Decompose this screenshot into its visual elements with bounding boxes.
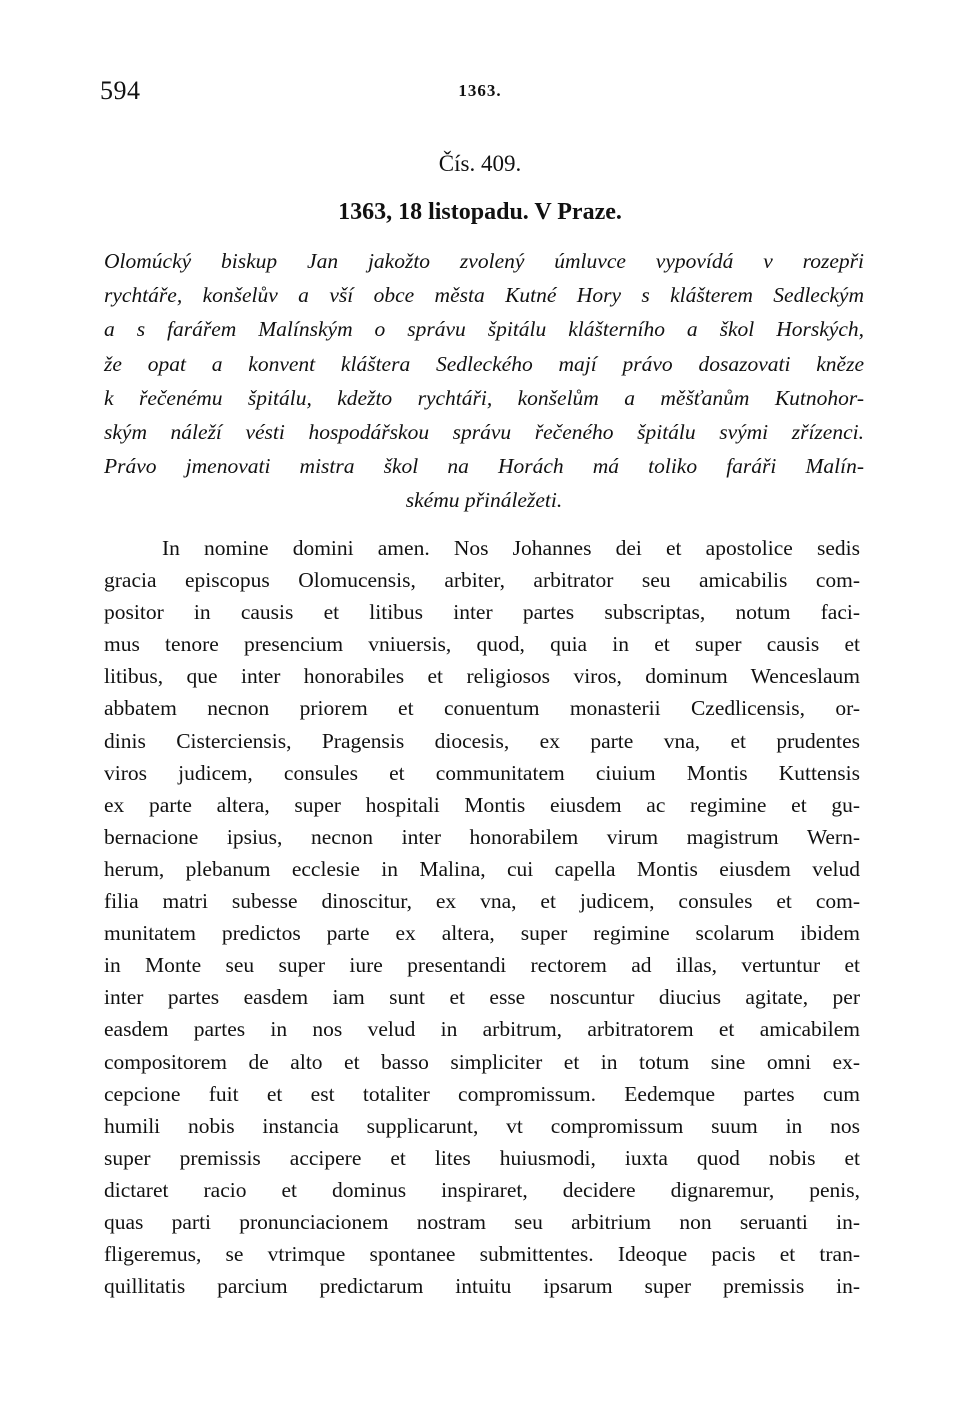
text-line: positor in causis et litibus inter partes subscriptas, notum faci- xyxy=(104,600,860,625)
text-line: easdem partes in nos velud in arbitrum, arbitratorem et amicabilem xyxy=(104,1017,860,1042)
running-head-year: 1363. xyxy=(458,81,502,100)
text-line: dinis Cisterciensis, Pragensis diocesis, ex parte vna, et prudentes xyxy=(104,728,860,753)
text-line: compositorem de alto et basso simpliciter et in totum sine omni ex- xyxy=(104,1049,860,1074)
text-line: inter partes easdem iam sunt et esse noscuntur diucius agitate, per xyxy=(104,985,860,1010)
text-line: dictaret racio et dominus inspiraret, decidere dignaremur, penis, xyxy=(104,1177,860,1202)
text-line: viros judicem, consules et communitatem ciuium Montis Kuttensis xyxy=(104,760,860,785)
text-line: herum, plebanum ecclesie in Malina, cui capella Montis eiusdem velud xyxy=(104,856,860,881)
page-number: 594 xyxy=(100,76,141,105)
text-line: litibus, que inter honorabiles et religiosos viros, dominum Wenceslaum xyxy=(104,664,860,689)
text-line: cepcione fuit et est totaliter compromissum. Eedemque partes cum xyxy=(104,1081,860,1106)
text-line: ex parte altera, super hospitali Montis eiusdem ac regimine et gu- xyxy=(104,792,860,817)
regest-line: Olomúcký biskup Jan jakožto zvolený úmluvce vypovídá v rozepři xyxy=(104,249,864,273)
text-line: quas parti pronunciacionem nostram seu arbitrium non seruanti in- xyxy=(104,1209,860,1234)
regest-line: a s farářem Malínským o správu špitálu klášterního a škol Horských, xyxy=(104,317,864,342)
text-line: abbatem necnon priorem et conuentum monasterii Czedlicensis, or- xyxy=(104,696,860,721)
regest-line: Právo jmenovati mistra škol na Horách má toliko faráři Malín- xyxy=(104,454,864,479)
text-line: munitatem predictos parte ex altera, super regimine scolarum ibidem xyxy=(104,921,860,946)
text-line: in Monte seu super iure presentandi rectorem ad illas, vertuntur et xyxy=(104,953,860,978)
text-line: fligeremus, se vtrimque spontanee submittentes. Ideoque pacis et tran- xyxy=(104,1242,860,1267)
regest-line: rychtáře, konšelův a vší obce města Kutné Hory s klášterem Sedleckým xyxy=(104,283,864,308)
czech-regest xyxy=(104,244,864,518)
regest-line: skému přináležeti. xyxy=(405,488,563,513)
text-line: filia matri subesse dinoscitur, ex vna, et judicem, consules et com- xyxy=(104,889,860,914)
text-line: gracia episcopus Olomucensis, arbiter, arbitrator seu amicabilis com- xyxy=(104,568,860,593)
document-number: Čís. 409. xyxy=(438,151,522,176)
latin-charter-text xyxy=(104,532,860,1302)
text-line: mus tenore presencium vniuersis, quod, quia in et super causis et xyxy=(104,632,860,657)
regest-line: že opat a konvent kláštera Sedleckého mají právo dosazovati kněze xyxy=(104,351,864,376)
text-line: humili nobis instancia supplicarunt, vt compromissum suum in nos xyxy=(104,1113,860,1138)
text-line: super premissis accipere et lites huiusmodi, iuxta quod nobis et xyxy=(104,1145,860,1170)
regest-line: ským náleží vésti hospodářskou správu řečeného špitálu svými zřízenci. xyxy=(104,420,864,445)
text-line: In nomine domini amen. Nos Johannes dei et apostolice sedis xyxy=(162,536,860,560)
text-line: bernacione ipsius, necnon inter honorabilem virum magistrum Wern- xyxy=(104,824,860,849)
document-date-place: 1363, 18 listopadu. V Praze. xyxy=(338,199,622,225)
regest-line: k řečenému špitálu, kdežto rychtáři, konšelům a měšťanům Kutnohor- xyxy=(104,385,864,410)
text-line: quillitatis parcium predictarum intuitu ipsarum super premissis in- xyxy=(104,1274,860,1299)
